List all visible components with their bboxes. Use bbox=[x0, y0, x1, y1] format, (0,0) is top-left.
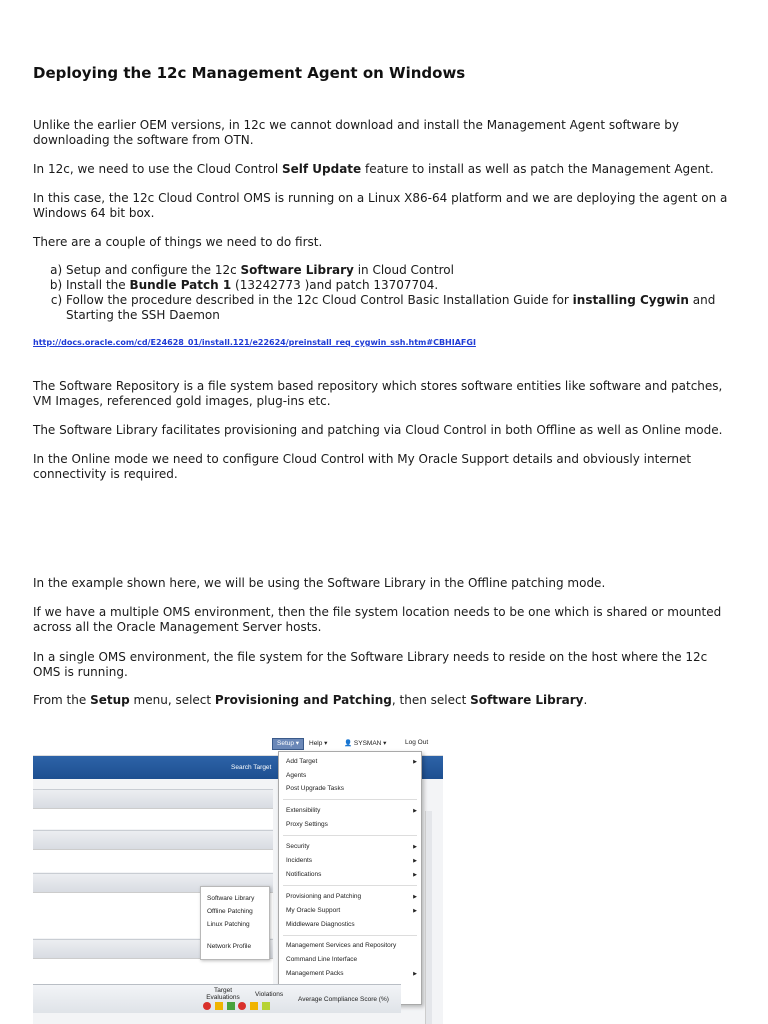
paragraph-otn: Unlike the earlier OEM versions, in 12c we cannot download and install the Management Agent software by downloading the software from OTN. bbox=[33, 118, 679, 147]
setup-dropdown-menu bbox=[278, 751, 422, 1005]
menu-item-proxy-settings[interactable]: Proxy Settings bbox=[286, 821, 328, 828]
submenu-item-linux-patching[interactable]: Linux Patching bbox=[207, 921, 250, 928]
region-band bbox=[33, 789, 273, 808]
column-average-compliance[interactable]: Average Compliance Score (%) bbox=[298, 996, 389, 1003]
paragraph-offline-example: In the example shown here, we will be using the Software Library in the Offline patching mode. bbox=[33, 576, 606, 590]
cygwin-doc-link[interactable]: http://docs.oracle.com/cd/E24628_01/install.121/e22624/preinstall_req_cygwin_ssh.htm#CBHIAFGI bbox=[33, 338, 476, 347]
submenu-item-network-profile[interactable]: Network Profile bbox=[207, 943, 252, 950]
column-violations[interactable]: Violations bbox=[255, 991, 284, 998]
provisioning-submenu bbox=[200, 886, 270, 960]
flag-icon bbox=[227, 1002, 235, 1010]
paragraph-online-mode: In the Online mode we need to configure Cloud Control with My Oracle Support details and obviously internet connectivity is required. bbox=[33, 452, 692, 481]
menu-item-management-packs[interactable]: Management Packs bbox=[286, 970, 344, 977]
menu-divider bbox=[283, 935, 417, 936]
region-panel bbox=[33, 958, 273, 984]
search-target-label: Search Target bbox=[231, 764, 272, 771]
paragraph-repository: The Software Repository is a file system based repository which stores software entities like software and patches, VM Images, referenced gold images, plug-ins etc. bbox=[33, 379, 723, 408]
list-item: a. Setup and configure the 12c Software Library in Cloud Control bbox=[66, 263, 738, 278]
menu-item-provisioning-patching[interactable]: Provisioning and Patching bbox=[286, 893, 362, 900]
setup-menu-button[interactable]: Setup ▾ bbox=[272, 738, 304, 750]
menu-item-notifications[interactable]: Notifications bbox=[286, 871, 322, 878]
submenu-arrow-icon: ▶ bbox=[413, 872, 417, 878]
submenu-arrow-icon: ▶ bbox=[413, 894, 417, 900]
column-target-evaluations[interactable]: Target Evaluations bbox=[206, 987, 240, 1001]
submenu-arrow-icon: ▶ bbox=[413, 971, 417, 977]
paragraph-platform: In this case, the 12c Cloud Control OMS is running on a Linux X86-64 platform and we are deploying the agent on a Windows 64 bit box. bbox=[33, 191, 728, 220]
paragraph-things-first: There are a couple of things we need to do first. bbox=[33, 235, 323, 249]
page-title: Deploying the 12c Management Agent on Windows bbox=[33, 64, 466, 82]
paragraph-single-oms: In a single OMS environment, the file system for the Software Library needs to reside on the host where the 12c OMS is running. bbox=[33, 650, 708, 679]
menu-item-incidents[interactable]: Incidents bbox=[286, 857, 313, 864]
user-icon: 👤 bbox=[344, 740, 353, 747]
help-menu[interactable]: Help ▾ bbox=[309, 740, 328, 747]
paragraph-library: The Software Library facilitates provisioning and patching via Cloud Control in both Offline as well as Online mode. bbox=[33, 423, 723, 437]
status-icon-row bbox=[203, 1002, 272, 1010]
region-panel bbox=[33, 849, 273, 872]
submenu-item-offline-patching[interactable]: Offline Patching bbox=[207, 908, 253, 915]
cloud-control-screenshot bbox=[33, 731, 443, 1024]
submenu-item-software-library[interactable]: Software Library bbox=[207, 895, 255, 902]
minor-warning-icon bbox=[262, 1002, 270, 1010]
submenu-arrow-icon: ▶ bbox=[413, 844, 417, 850]
menu-item-post-upgrade[interactable]: Post Upgrade Tasks bbox=[286, 785, 345, 792]
menu-item-extensibility[interactable]: Extensibility bbox=[286, 807, 321, 814]
submenu-arrow-icon: ▶ bbox=[413, 858, 417, 864]
menu-divider bbox=[283, 885, 417, 886]
logout-link[interactable]: Log Out bbox=[405, 739, 429, 746]
submenu-arrow-icon: ▶ bbox=[413, 759, 417, 765]
critical-icon bbox=[238, 1002, 246, 1010]
menu-item-command-line[interactable]: Command Line Interface bbox=[286, 956, 358, 963]
critical-icon bbox=[203, 1002, 211, 1010]
user-menu[interactable]: 👤 SYSMAN ▾ bbox=[344, 740, 387, 747]
list-item: c. Follow the procedure described in the 12c Cloud Control Basic Installation Guide for installing Cygwin and Starting the SSH Daemon bbox=[66, 293, 738, 323]
region-panel bbox=[33, 808, 273, 829]
list-item: b. Install the Bundle Patch 1 (13242773 )and patch 13707704. bbox=[66, 278, 738, 293]
menu-item-middleware-diagnostics[interactable]: Middleware Diagnostics bbox=[286, 921, 355, 928]
menu-divider bbox=[283, 835, 417, 836]
menu-item-security[interactable]: Security bbox=[286, 843, 310, 850]
vertical-scrollbar[interactable] bbox=[425, 811, 432, 1024]
warning-icon bbox=[215, 1002, 223, 1010]
menu-divider bbox=[283, 799, 417, 800]
warning-icon bbox=[250, 1002, 258, 1010]
menu-item-add-target[interactable]: Add Target bbox=[286, 758, 318, 765]
paragraph-instructions: From the Setup menu, select Provisioning and Patching, then select Software Library. bbox=[33, 693, 588, 707]
prerequisite-list bbox=[33, 263, 738, 323]
submenu-arrow-icon: ▶ bbox=[413, 908, 417, 914]
paragraph-multi-oms: If we have a multiple OMS environment, then the file system location needs to be one which is shared or mounted across all the Oracle Management Server hosts. bbox=[33, 605, 722, 634]
submenu-arrow-icon: ▶ bbox=[413, 808, 417, 814]
menu-item-management-services[interactable]: Management Services and Repository bbox=[286, 942, 397, 949]
region-band bbox=[33, 830, 273, 849]
paragraph-self-update: In 12c, we need to use the Cloud Control Self Update feature to install as well as patch the Management Agent. bbox=[33, 162, 714, 176]
menu-item-my-oracle-support[interactable]: My Oracle Support bbox=[286, 907, 341, 914]
menu-item-agents[interactable]: Agents bbox=[286, 772, 307, 779]
